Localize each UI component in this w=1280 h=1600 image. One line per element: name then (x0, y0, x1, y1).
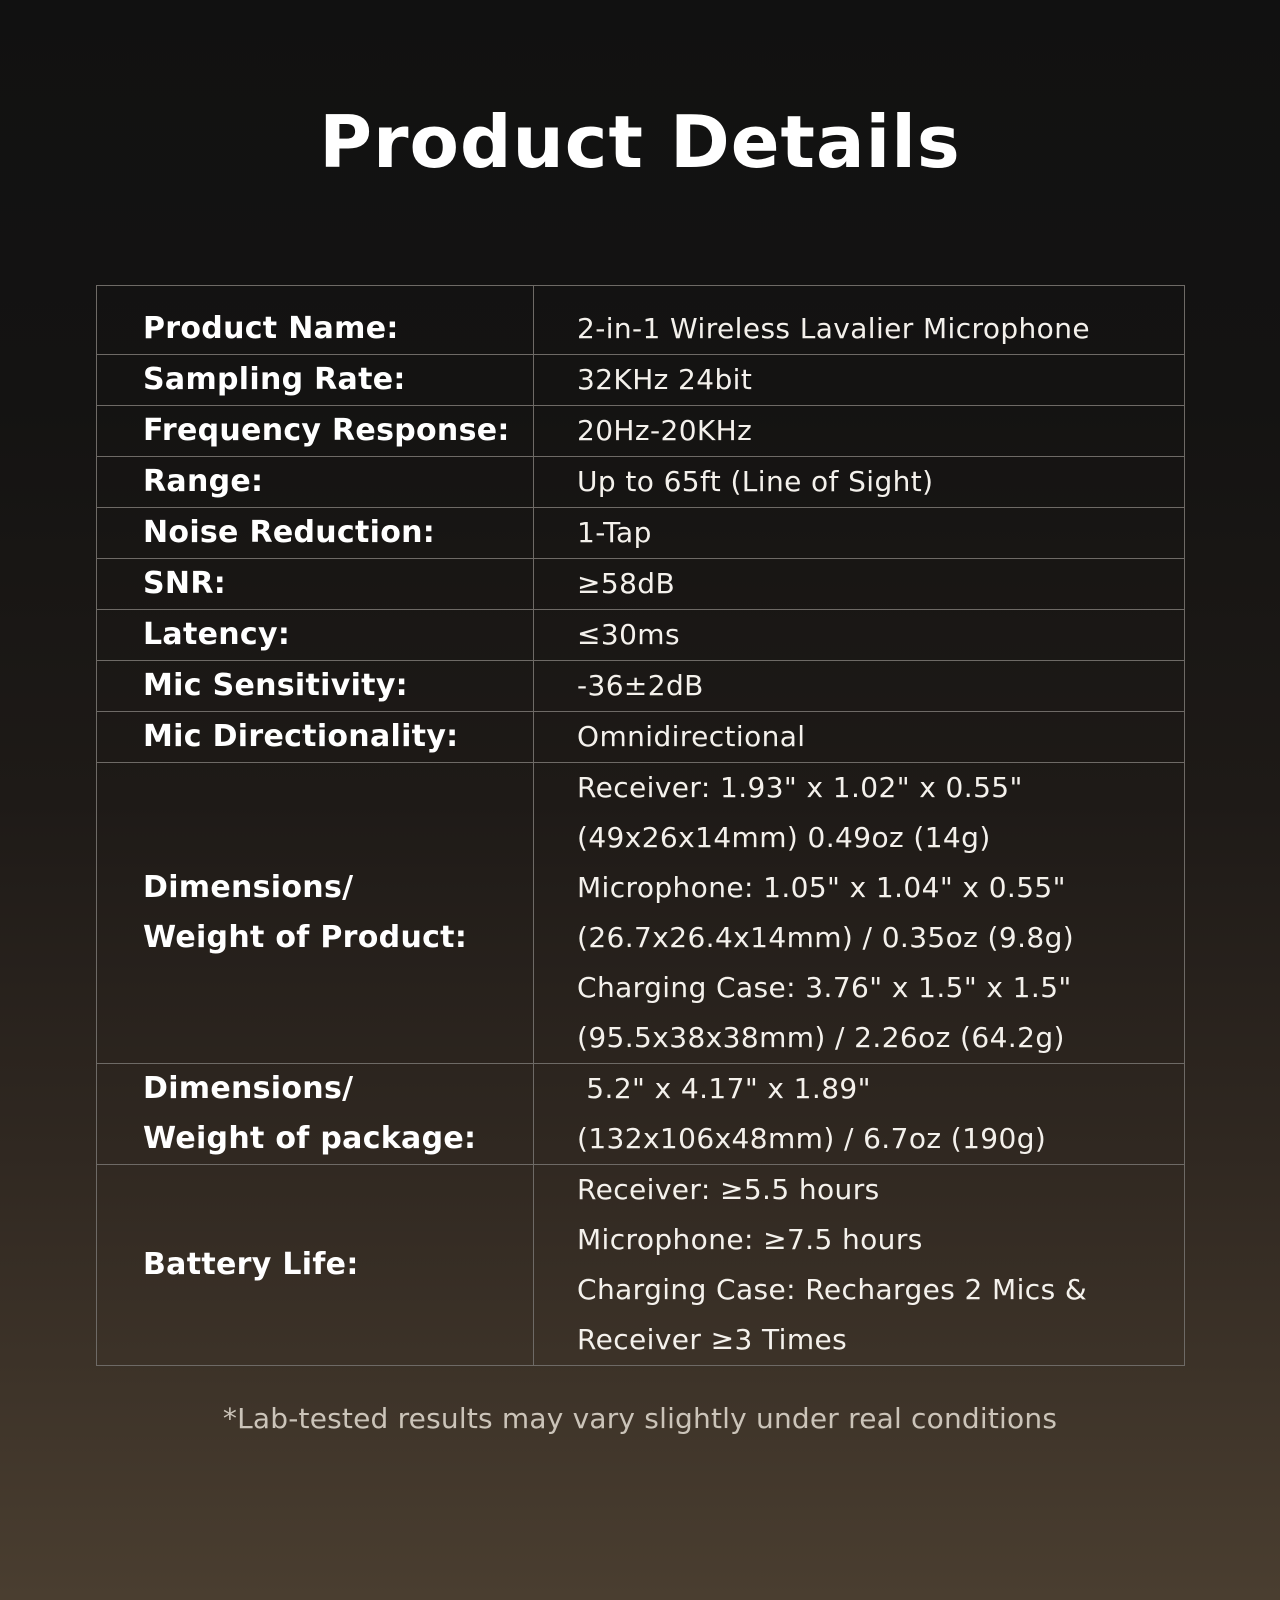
spec-label (97, 763, 534, 1064)
spec-value-line: 2-in-1 Wireless Lavalier Microphone (577, 312, 1090, 345)
spec-value-line: (95.5x38x38mm) / 2.26oz (64.2g) (577, 1021, 1065, 1054)
spec-row-range (97, 457, 1185, 508)
spec-label-line: Dimensions/ (143, 870, 354, 905)
spec-value (534, 457, 1185, 508)
spec-label: SNR: (97, 559, 534, 610)
disclaimer-footnote: *Lab-tested results may vary slightly under real conditions (222, 1402, 1058, 1435)
spec-label: Mic Sensitivity: (97, 661, 534, 712)
spec-table (96, 285, 1185, 1366)
spec-value-line: ≥58dB (577, 567, 676, 600)
spec-row-noise-reduction (97, 508, 1185, 559)
spec-label: Sampling Rate: (97, 355, 534, 406)
spec-label-line: Weight of Product: (143, 920, 468, 955)
spec-row-frequency-response (97, 406, 1185, 457)
spec-label-line: Weight of package: (143, 1121, 477, 1156)
spec-label: Battery Life: (97, 1165, 534, 1366)
spec-row-product-name (97, 286, 1185, 355)
spec-value-line: Microphone: ≥7.5 hours (577, 1223, 923, 1256)
spec-value-line: Receiver: ≥5.5 hours (577, 1173, 880, 1206)
spec-value-line: Receiver: 1.93" x 1.02" x 0.55" (577, 771, 1023, 804)
spec-value-line: Charging Case: 3.76" x 1.5" x 1.5" (577, 971, 1072, 1004)
spec-value (534, 1064, 1185, 1165)
spec-value (534, 559, 1185, 610)
spec-value-line: 20Hz-20KHz (577, 414, 753, 447)
spec-label: Product Name: (97, 286, 534, 355)
spec-row-sampling-rate (97, 355, 1185, 406)
spec-value (534, 610, 1185, 661)
spec-value-line: Up to 65ft (Line of Sight) (577, 465, 934, 498)
spec-value-line: (49x26x14mm) 0.49oz (14g) (577, 821, 991, 854)
spec-value-line: (26.7x26.4x14mm) / 0.35oz (9.8g) (577, 921, 1075, 954)
spec-row-mic-directionality (97, 712, 1185, 763)
spec-value (534, 406, 1185, 457)
spec-label: Noise Reduction: (97, 508, 534, 559)
spec-row-package-dimensions (97, 1064, 1185, 1165)
spec-row-snr (97, 559, 1185, 610)
spec-value (534, 712, 1185, 763)
spec-label: Latency: (97, 610, 534, 661)
spec-value (534, 355, 1185, 406)
spec-label: Range: (97, 457, 534, 508)
spec-value-line: 5.2" x 4.17" x 1.89" (577, 1072, 871, 1105)
spec-row-latency (97, 610, 1185, 661)
spec-value (534, 286, 1185, 355)
spec-value (534, 1165, 1185, 1366)
spec-value (534, 661, 1185, 712)
spec-label: Frequency Response: (97, 406, 534, 457)
spec-label (97, 1064, 534, 1165)
spec-value-line: (132x106x48mm) / 6.7oz (190g) (577, 1122, 1047, 1155)
page-title: Product Details (319, 100, 961, 184)
spec-value-line: 32KHz 24bit (577, 363, 753, 396)
spec-value-line: ≤30ms (577, 618, 680, 651)
spec-value-line: 1-Tap (577, 516, 652, 549)
spec-row-battery-life (97, 1165, 1185, 1366)
spec-value-line: Omnidirectional (577, 720, 806, 753)
spec-value (534, 763, 1185, 1064)
spec-label-line: Dimensions/ (143, 1071, 354, 1106)
spec-label: Mic Directionality: (97, 712, 534, 763)
spec-row-product-dimensions (97, 763, 1185, 1064)
spec-value-line: Receiver ≥3 Times (577, 1323, 848, 1356)
spec-value-line: Microphone: 1.05" x 1.04" x 0.55" (577, 871, 1066, 904)
spec-row-mic-sensitivity (97, 661, 1185, 712)
spec-value-line: -36±2dB (577, 669, 704, 702)
spec-value-line: Charging Case: Recharges 2 Mics & (577, 1273, 1088, 1306)
spec-value (534, 508, 1185, 559)
